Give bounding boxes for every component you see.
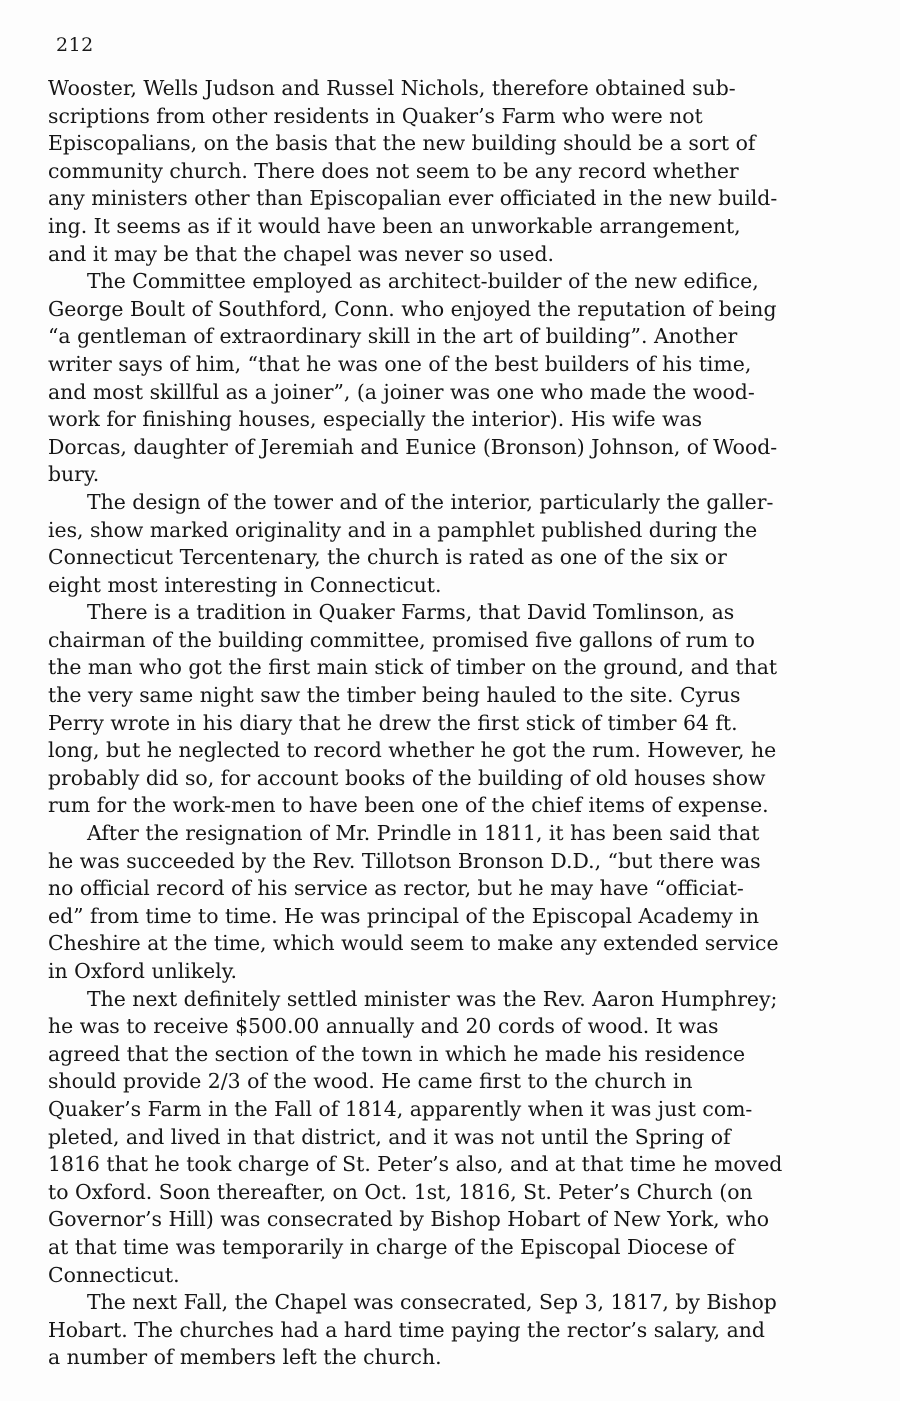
text-line: and most skillful as a joiner”, (a joiner was one who made the wood- xyxy=(48,379,755,404)
text-line: Cheshire at the time, which would seem to make any extended service xyxy=(48,931,779,956)
text-line: community church. There does not seem to be any record whether xyxy=(48,158,739,183)
paragraph-first-line: There is a tradition in Quaker Farms, that David Tomlinson, as xyxy=(87,600,735,625)
text-line: the very same night saw the timber being hauled to the site. Cyrus xyxy=(48,683,741,708)
text-line: agreed that the section of the town in which he made his residence xyxy=(48,1041,746,1066)
text-line: Perry wrote in his diary that he drew the first stick of timber 64 ft. xyxy=(48,710,738,735)
text-line: pleted, and lived in that district, and it was not until the Spring of xyxy=(48,1124,731,1149)
text-line: eight most interesting in Connecticut. xyxy=(48,572,442,597)
text-line: to Oxford. Soon thereafter, on Oct. 1st, 1816, St. Peter’s Church (on xyxy=(48,1179,753,1204)
paragraph-first-line: The Committee employed as architect-builder of the new edifice, xyxy=(87,269,759,294)
text-line: the man who got the first main stick of timber on the ground, and that xyxy=(48,655,778,680)
text-line: Hobart. The churches had a hard time paying the rector’s salary, and xyxy=(48,1317,765,1342)
text-line: ing. It seems as if it would have been an unworkable arrangement, xyxy=(48,213,741,238)
text-line: no official record of his service as rector, but he may have “officiat- xyxy=(48,876,744,901)
text-line: any ministers other than Episcopalian ever officiated in the new build- xyxy=(48,186,778,211)
text-line: ies, show marked originality and in a pamphlet published during the xyxy=(48,517,758,542)
text-line: should provide 2/3 of the wood. He came first to the church in xyxy=(48,1069,693,1094)
text-line: Governor’s Hill) was consecrated by Bishop Hobart of New York, who xyxy=(48,1207,769,1232)
text-line: he was succeeded by the Rev. Tillotson Bronson D.D., “but there was xyxy=(48,848,761,873)
text-line: probably did so, for account books of the building of old houses show xyxy=(48,765,766,790)
text-line: George Boult of Southford, Conn. who enjoyed the reputation of being xyxy=(48,296,777,321)
text-line: chairman of the building committee, promised five gallons of rum to xyxy=(48,627,755,652)
text-line: scriptions from other residents in Quaker’s Farm who were not xyxy=(48,103,703,128)
text-line: at that time was temporarily in charge of the Episcopal Diocese of xyxy=(48,1234,735,1259)
body-text xyxy=(48,75,884,1372)
text-line: bury. xyxy=(48,462,100,487)
text-line: rum for the work-men to have been one of the chief items of expense. xyxy=(48,793,769,818)
text-line: long, but he neglected to record whether he got the rum. However, he xyxy=(48,738,777,763)
text-line: a number of members left the church. xyxy=(48,1345,442,1370)
text-line: ed” from time to time. He was principal of the Episcopal Academy in xyxy=(48,903,759,928)
text-line: writer says of him, “that he was one of the best builders of his time, xyxy=(48,351,752,376)
text-line: “a gentleman of extraordinary skill in the art of building”. Another xyxy=(48,324,738,349)
paragraph-first-line: The next Fall, the Chapel was consecrated, Sep 3, 1817, by Bishop xyxy=(87,1290,777,1315)
paragraph-first-line: The design of the tower and of the interior, particularly the galler- xyxy=(87,489,774,514)
page-number: 212 xyxy=(56,34,94,56)
text-line: Episcopalians, on the basis that the new building should be a sort of xyxy=(48,131,756,156)
text-line: Connecticut Tercentenary, the church is rated as one of the six or xyxy=(48,545,727,570)
text-line: Wooster, Wells Judson and Russel Nichols, therefore obtained sub- xyxy=(48,76,736,100)
paragraph-first-line: The next definitely settled minister was the Rev. Aaron Humphrey; xyxy=(87,986,778,1011)
paragraph-first-line: After the resignation of Mr. Prindle in 1811, it has been said that xyxy=(87,821,760,846)
text-line: and it may be that the chapel was never so used. xyxy=(48,241,554,266)
text-line: Dorcas, daughter of Jeremiah and Eunice (Bronson) Johnson, of Wood- xyxy=(48,434,778,459)
text-line: he was to receive $500.00 annually and 20 cords of wood. It was xyxy=(48,1014,719,1039)
text-line: in Oxford unlikely. xyxy=(48,959,238,983)
text-line: work for finishing houses, especially the interior). His wife was xyxy=(48,407,703,432)
text-line: Connecticut. xyxy=(48,1262,180,1287)
text-line: 1816 that he took charge of St. Peter’s also, and at that time he moved xyxy=(48,1152,783,1177)
text-line: Quaker’s Farm in the Fall of 1814, apparently when it was just com- xyxy=(48,1096,753,1121)
